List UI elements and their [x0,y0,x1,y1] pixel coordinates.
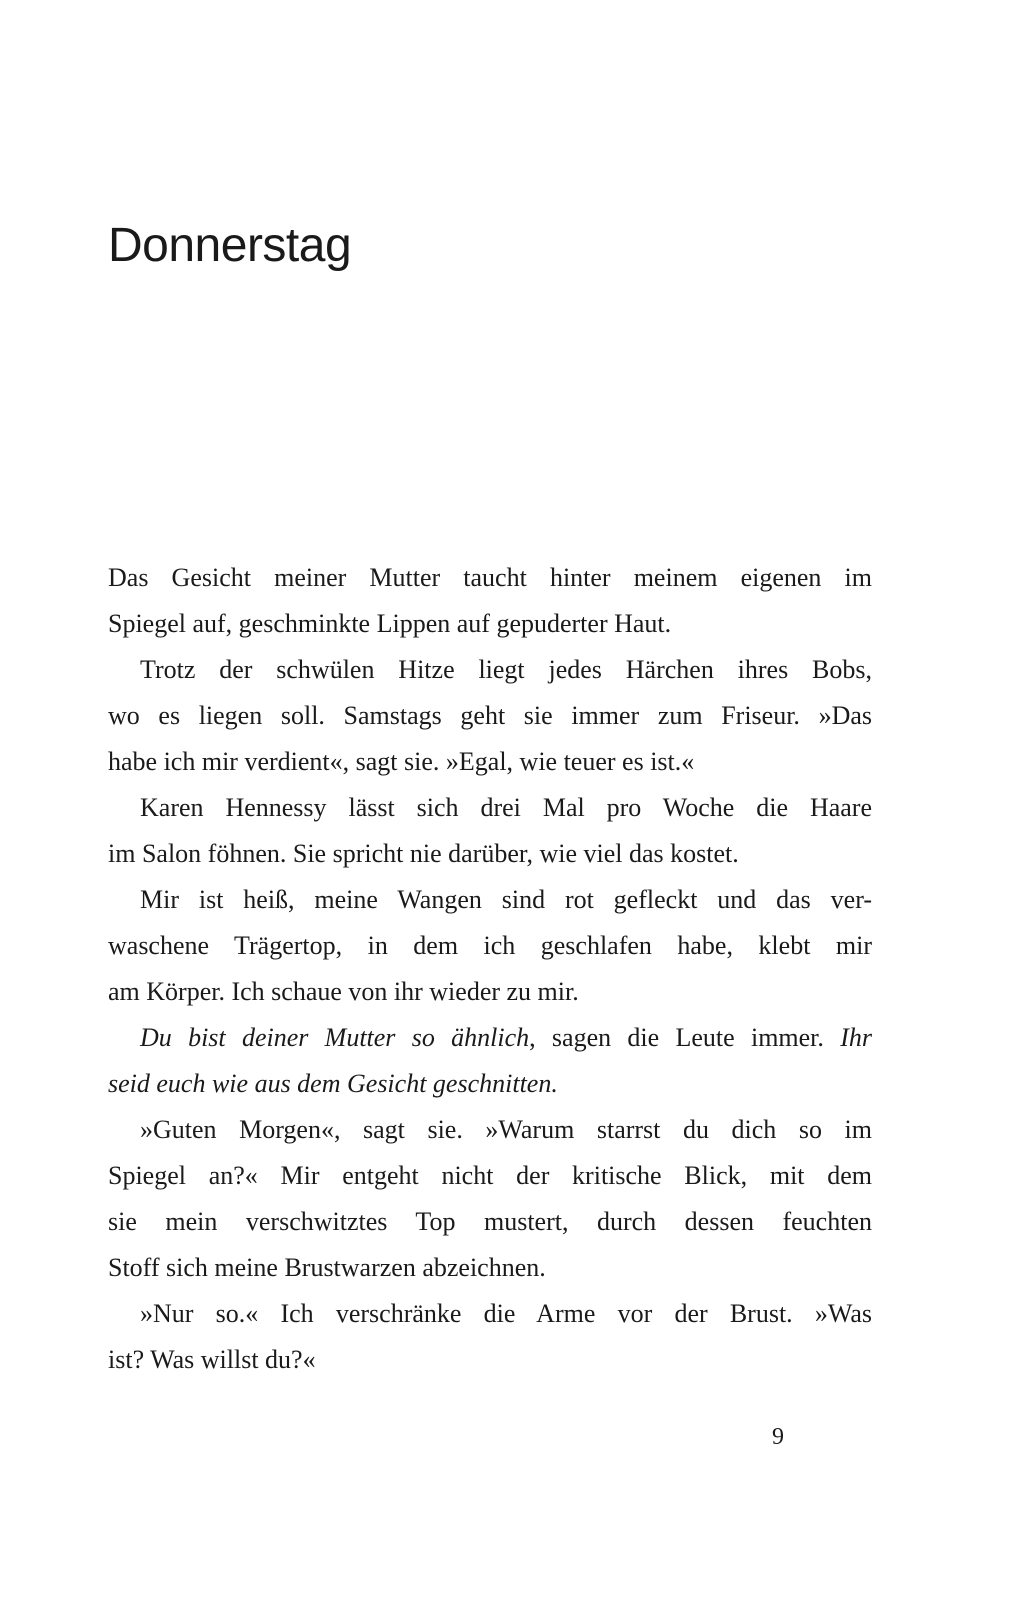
text-segment: »Nur so.« Ich verschränke die Arme vor der Brust. »Was [140,1299,872,1328]
text-segment: Mir ist heiß, meine Wangen sind rot gefleckt und das ver- [140,885,872,914]
text-line [108,1015,872,1061]
text-segment: am Körper. Ich schaue von ihr wieder zu mir. [108,977,579,1006]
page-number: 9 [772,1424,784,1450]
italic-text: Du bist deiner Mutter so ähnlich [140,1023,530,1052]
text-segment: Spiegel auf, geschminkte Lippen auf gepuderter Haut. [108,609,672,638]
text-line [108,1107,872,1153]
text-segment: Spiegel an?« Mir entgeht nicht der kritische Blick, mit dem [108,1161,872,1190]
text-line [108,831,872,877]
text-segment: Trotz der schwülen Hitze liegt jedes Härchen ihres Bobs, [140,655,872,684]
italic-text: seid euch wie aus dem Gesicht geschnitten. [108,1069,558,1098]
text-segment: Das Gesicht meiner Mutter taucht hinter meinem eigenen im [108,563,872,592]
text-line [108,601,872,647]
text-line [108,1061,872,1107]
text-segment: wo es liegen soll. Samstags geht sie immer zum Friseur. »Das [108,701,872,730]
text-line [108,923,872,969]
text-segment: Karen Hennessy lässt sich drei Mal pro Woche die Haare [140,793,872,822]
text-line [108,1245,872,1291]
chapter-title: Donnerstag [108,219,352,272]
text-line [108,1291,872,1337]
text-line [108,739,872,785]
italic-text: Ihr [840,1023,872,1052]
text-line [108,647,872,693]
text-line [108,877,872,923]
text-line [108,785,872,831]
text-line [108,969,872,1015]
text-segment: »Guten Morgen«, sagt sie. »Warum starrst du dich so im [140,1115,872,1144]
text-segment: waschene Trägertop, in dem ich geschlafen habe, klebt mir [108,931,872,960]
text-segment: , sagen die Leute immer. [529,1023,841,1052]
text-segment: Stoff sich meine Brustwarzen abzeichnen. [108,1253,546,1282]
text-segment: habe ich mir verdient«, sagt sie. »Egal, wie teuer es ist.« [108,747,695,776]
text-line [108,693,872,739]
body-text [108,555,872,1383]
text-line [108,1337,872,1383]
text-line [108,1153,872,1199]
text-line [108,1199,872,1245]
text-segment: im Salon föhnen. Sie spricht nie darüber, wie viel das kostet. [108,839,739,868]
text-line [108,555,872,601]
text-segment: ist? Was willst du?« [108,1345,316,1374]
text-segment: sie mein verschwitztes Top mustert, durch dessen feuchten [108,1207,872,1236]
